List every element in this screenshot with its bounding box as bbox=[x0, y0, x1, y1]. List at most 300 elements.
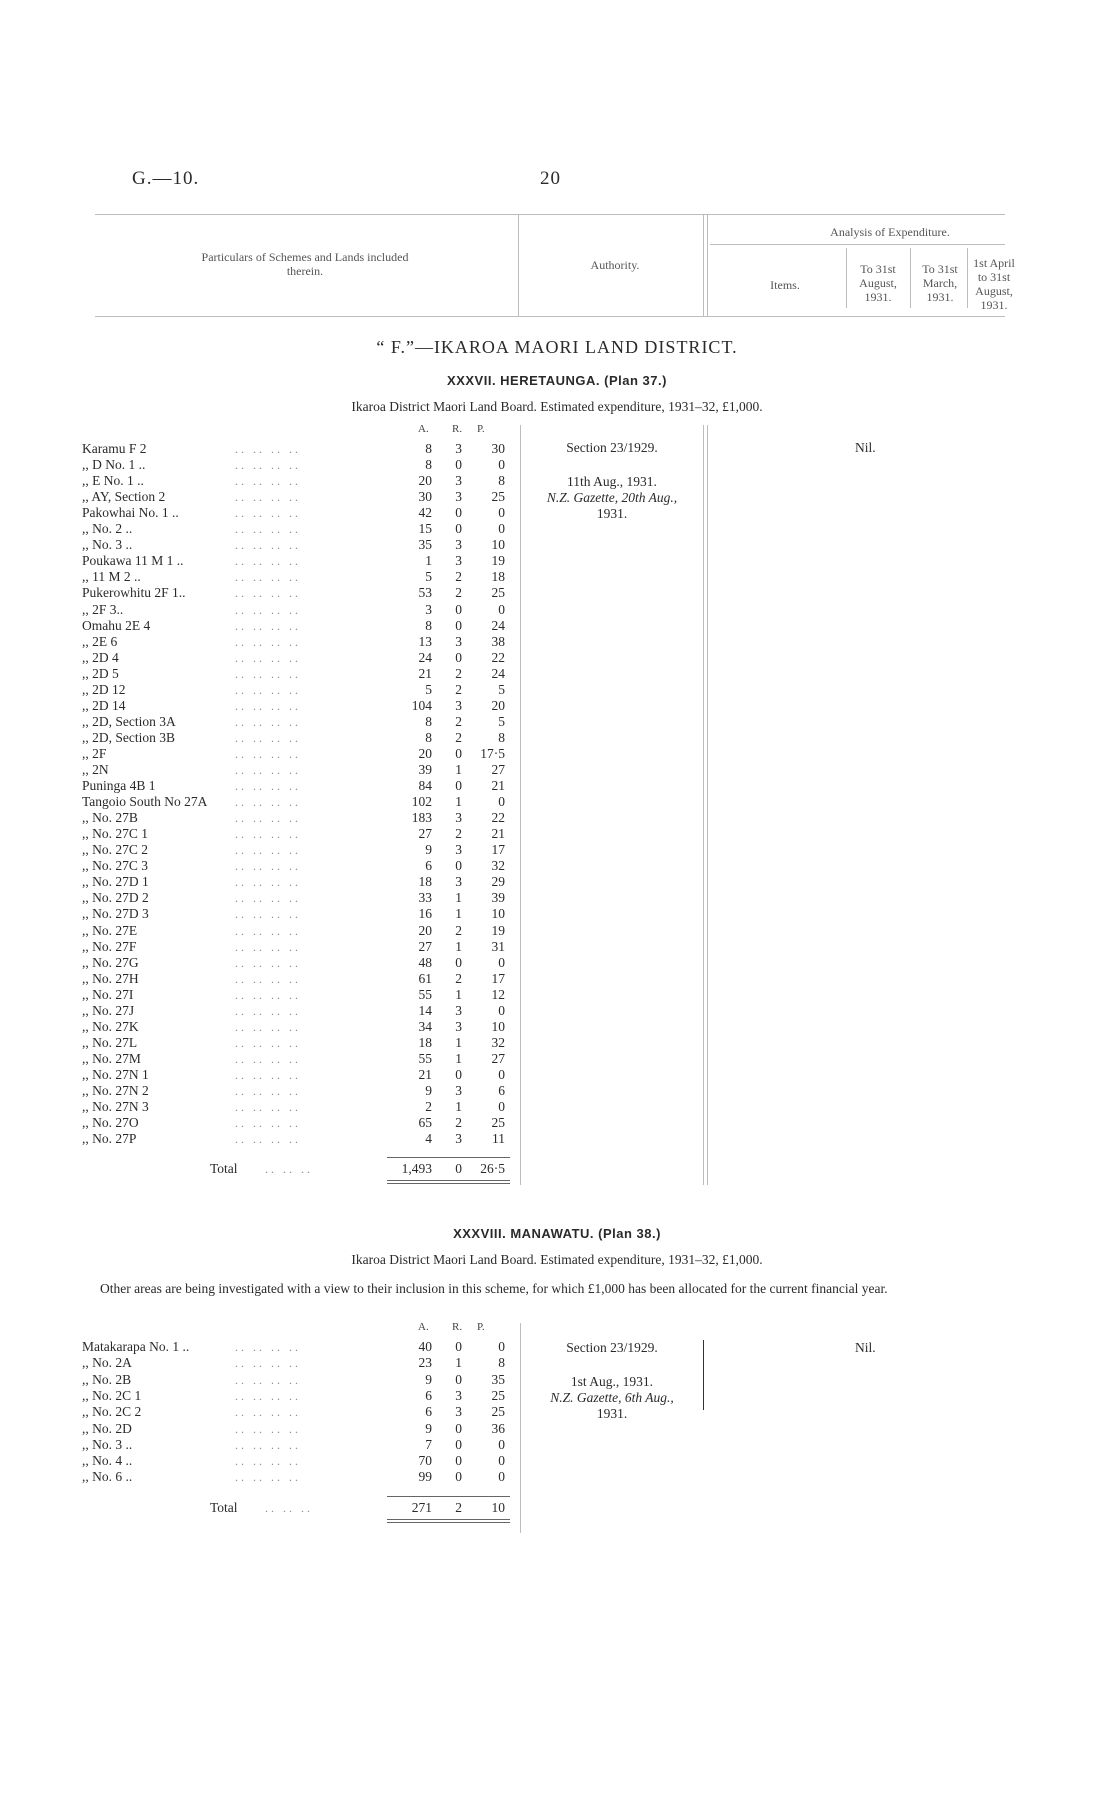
perches-value: 19 bbox=[491, 922, 505, 938]
table-row bbox=[0, 794, 520, 810]
perches-value: 0 bbox=[498, 1099, 505, 1115]
land-name: ,, No. 27K bbox=[82, 1018, 139, 1034]
leader-dots: .. .. .. .. bbox=[235, 1100, 301, 1115]
roods-value: 3 bbox=[455, 1018, 462, 1034]
total-row bbox=[0, 1500, 520, 1516]
roods-value: 0 bbox=[455, 457, 462, 473]
table-row bbox=[0, 650, 520, 666]
roods-value: 1 bbox=[455, 1050, 462, 1066]
roods-value: 0 bbox=[455, 858, 462, 874]
roods-value: 3 bbox=[455, 489, 462, 505]
header-divider-6 bbox=[967, 248, 968, 308]
land-name: ,, E No. 1 .. bbox=[82, 473, 144, 489]
roods-value: 0 bbox=[455, 1469, 462, 1485]
land-name: ,, No. 2C 1 bbox=[82, 1387, 142, 1403]
acres-value: 55 bbox=[418, 986, 432, 1002]
leader-dots: .. .. .. .. bbox=[235, 1372, 301, 1387]
district-title: “ F.”—IKAROA MAORI LAND DISTRICT. bbox=[376, 337, 738, 357]
perches-value: 29 bbox=[491, 874, 505, 890]
leader-dots: .. .. .. .. bbox=[235, 682, 301, 697]
roods-value: 2 bbox=[455, 1115, 462, 1131]
leader-dots: .. .. .. .. bbox=[235, 1421, 301, 1436]
roods-value: 1 bbox=[455, 938, 462, 954]
section-38-title: XXXVIII. MANAWATU. (Plan 38.) bbox=[453, 1226, 661, 1241]
land-name: Pukerowhitu 2F 1.. bbox=[82, 585, 186, 601]
leader-dots: .. .. .. .. bbox=[235, 923, 301, 938]
table-row bbox=[0, 874, 520, 890]
table-row bbox=[0, 1469, 520, 1485]
roods-value: 1 bbox=[455, 906, 462, 922]
leader-dots: .. .. .. .. bbox=[235, 1067, 301, 1082]
table-row bbox=[0, 1355, 520, 1371]
land-name: ,, No. 27B bbox=[82, 810, 138, 826]
acres-value: 9 bbox=[425, 1083, 432, 1098]
land-name: ,, AY, Section 2 bbox=[82, 489, 166, 505]
leader-dots: .. .. .. .. bbox=[235, 714, 301, 729]
roods-value: 2 bbox=[455, 681, 462, 697]
leader-dots: .. .. .. .. bbox=[235, 843, 301, 858]
leader-dots: .. .. .. .. bbox=[235, 666, 301, 681]
perches-value: 25 bbox=[491, 1404, 505, 1420]
perches-value: 39 bbox=[491, 890, 505, 906]
land-name: ,, No. 27M bbox=[82, 1050, 141, 1066]
perches-value: 0 bbox=[498, 505, 505, 521]
roods-value: 0 bbox=[455, 617, 462, 633]
land-name: ,, No. 27L bbox=[82, 1034, 138, 1050]
perches-value: 0 bbox=[498, 1469, 505, 1485]
col-particulars: Particulars of Schemes and Lands included therein. bbox=[201, 250, 409, 278]
total-top-rule bbox=[387, 1157, 510, 1158]
table-row bbox=[0, 778, 520, 794]
roods-value: 0 bbox=[455, 1066, 462, 1082]
land-name: ,, No. 2D bbox=[82, 1420, 132, 1436]
header-divider-3 bbox=[707, 214, 708, 316]
table-row bbox=[0, 585, 520, 601]
acres-value: 18 bbox=[418, 1034, 432, 1050]
roods-value: 3 bbox=[455, 633, 462, 649]
acres-value: 1 bbox=[425, 553, 432, 569]
land-name: ,, 2D 12 bbox=[82, 681, 126, 697]
perches-value: 11 bbox=[492, 1131, 505, 1147]
land-name: ,, 2N bbox=[82, 762, 109, 777]
roods-value: 0 bbox=[455, 954, 462, 970]
perches-value: 35 bbox=[491, 1371, 505, 1387]
header-bottom-rule bbox=[95, 316, 1005, 317]
table-row bbox=[0, 602, 520, 618]
roods-value: 3 bbox=[455, 842, 462, 858]
land-name: ,, No. 27N 2 bbox=[82, 1083, 149, 1098]
acres-value: 24 bbox=[418, 649, 432, 665]
land-name: ,, 2F bbox=[82, 745, 107, 761]
roods-value: 3 bbox=[455, 697, 462, 713]
table-row bbox=[0, 1035, 520, 1051]
acres-value: 55 bbox=[418, 1050, 432, 1066]
land-name: ,, No. 27P bbox=[82, 1131, 137, 1147]
acres-value: 6 bbox=[425, 1387, 432, 1403]
unit-acres: A. bbox=[418, 423, 429, 435]
table-row bbox=[0, 698, 520, 714]
leader-dots: .. .. .. .. bbox=[235, 763, 301, 777]
leader-dots: .. .. .. .. bbox=[235, 554, 301, 569]
total-roods: 2 bbox=[455, 1499, 462, 1515]
acres-value: 33 bbox=[418, 890, 432, 906]
perches-value: 6 bbox=[498, 1083, 505, 1098]
col-authority: Authority. bbox=[590, 258, 640, 272]
total-label: Total bbox=[210, 1161, 238, 1177]
perches-value: 18 bbox=[491, 569, 505, 585]
acres-value: 40 bbox=[418, 1339, 432, 1354]
land-name: ,, 11 M 2 .. bbox=[82, 569, 141, 585]
acres-value: 20 bbox=[418, 473, 432, 489]
col-apr-aug-1931: 1st April to 31st August, 1931. bbox=[973, 256, 1015, 312]
leader-dots: .. .. .. .. bbox=[235, 570, 301, 585]
acres-value: 53 bbox=[418, 585, 432, 601]
leader-dots: .. .. .. .. bbox=[235, 586, 301, 601]
table-row bbox=[0, 569, 520, 585]
roods-value: 3 bbox=[455, 553, 462, 569]
analysis-title: Analysis of Expenditure. bbox=[830, 225, 950, 239]
page-number: 20 bbox=[540, 168, 561, 189]
land-name: ,, No. 27C 2 bbox=[82, 842, 149, 858]
total-row bbox=[0, 1161, 520, 1177]
total-perches: 26·5 bbox=[480, 1161, 505, 1177]
roods-value: 1 bbox=[455, 1355, 462, 1371]
acres-value: 35 bbox=[418, 537, 432, 553]
roods-value: 1 bbox=[455, 890, 462, 906]
land-name: ,, No. 27N 3 bbox=[82, 1099, 149, 1115]
table-row bbox=[0, 521, 520, 537]
perches-value: 19 bbox=[491, 553, 505, 569]
table-row bbox=[0, 666, 520, 682]
total-top-rule bbox=[387, 1496, 510, 1497]
roods-value: 3 bbox=[455, 1083, 462, 1098]
land-name: ,, D No. 1 .. bbox=[82, 457, 146, 473]
roods-value: 1 bbox=[455, 986, 462, 1002]
header-top-rule bbox=[95, 214, 1005, 215]
col-aug-1931: To 31st August, 1931. bbox=[859, 262, 897, 304]
land-name: Karamu F 2 bbox=[82, 441, 147, 456]
land-name: ,, No. 27J bbox=[82, 1002, 135, 1018]
table-row bbox=[0, 505, 520, 521]
perches-value: 0 bbox=[498, 601, 505, 617]
table-row bbox=[0, 634, 520, 650]
table-row bbox=[0, 457, 520, 473]
perches-value: 32 bbox=[491, 1034, 505, 1050]
roods-value: 3 bbox=[455, 1002, 462, 1018]
acres-value: 21 bbox=[418, 1066, 432, 1082]
acres-value: 70 bbox=[418, 1453, 432, 1469]
table-row bbox=[0, 1083, 520, 1099]
leader-dots: .. .. .. .. bbox=[235, 795, 301, 810]
roods-value: 0 bbox=[455, 601, 462, 617]
leader-dots: .. .. .. .. bbox=[235, 1437, 301, 1452]
total-acres: 271 bbox=[411, 1499, 432, 1515]
section-38-authority-2: 1st Aug., 1931. bbox=[570, 1374, 654, 1389]
land-name: Poukawa 11 M 1 .. bbox=[82, 553, 184, 569]
land-name: ,, 2D, Section 3B bbox=[82, 729, 175, 745]
table-row bbox=[0, 890, 520, 906]
leader-dots: .. .. .. .. bbox=[235, 1132, 301, 1147]
table-row bbox=[0, 858, 520, 874]
section-37-col-rule-3 bbox=[707, 425, 708, 1185]
table-row bbox=[0, 1099, 520, 1115]
leader-dots: .. .. .. .. bbox=[235, 1116, 301, 1131]
acres-value: 20 bbox=[418, 922, 432, 938]
acres-value: 16 bbox=[418, 906, 432, 922]
table-row bbox=[0, 826, 520, 842]
section-37-authority-2: 11th Aug., 1931. bbox=[567, 474, 657, 489]
roods-value: 3 bbox=[455, 473, 462, 489]
perches-value: 38 bbox=[491, 633, 505, 649]
perches-value: 20 bbox=[491, 697, 505, 713]
perches-value: 10 bbox=[491, 537, 505, 553]
roods-value: 0 bbox=[455, 505, 462, 521]
perches-value: 0 bbox=[498, 457, 505, 473]
leader-dots: .. .. .. .. bbox=[235, 779, 301, 794]
roods-value: 0 bbox=[455, 1420, 462, 1436]
land-name: ,, No. 27C 1 bbox=[82, 826, 149, 842]
land-name: ,, 2E 6 bbox=[82, 633, 118, 649]
roods-value: 0 bbox=[455, 778, 462, 794]
table-row bbox=[0, 537, 520, 553]
perches-value: 0 bbox=[498, 794, 505, 810]
analysis-rule bbox=[710, 244, 1005, 245]
roods-value: 3 bbox=[455, 537, 462, 553]
total-double-rule bbox=[387, 1519, 510, 1523]
leader-dots: .. .. .. .. bbox=[235, 955, 301, 970]
table-row bbox=[0, 1388, 520, 1404]
table-row bbox=[0, 1067, 520, 1083]
land-name: ,, No. 27N 1 bbox=[82, 1066, 149, 1082]
leader-dots: .. .. .. .. bbox=[235, 650, 301, 665]
col-mar-1931: To 31st March, 1931. bbox=[922, 262, 958, 304]
table-row bbox=[0, 1372, 520, 1388]
acres-value: 102 bbox=[411, 794, 432, 810]
land-name: ,, No. 27I bbox=[82, 986, 134, 1002]
col-items: Items. bbox=[770, 278, 800, 292]
table-row bbox=[0, 618, 520, 634]
perches-value: 0 bbox=[498, 1066, 505, 1082]
acres-value: 104 bbox=[411, 697, 432, 713]
roods-value: 2 bbox=[455, 729, 462, 745]
acres-value: 23 bbox=[418, 1355, 432, 1371]
land-name: ,, No. 6 .. bbox=[82, 1469, 133, 1485]
total-perches: 10 bbox=[491, 1499, 505, 1515]
acres-value: 6 bbox=[425, 858, 432, 874]
header-divider-2 bbox=[703, 214, 704, 316]
roods-value: 3 bbox=[455, 1131, 462, 1147]
land-name: ,, No. 27H bbox=[82, 970, 139, 986]
unit-perches: P. bbox=[477, 1321, 485, 1333]
roods-value: 0 bbox=[455, 1339, 462, 1354]
leader-dots: .. .. .. .. bbox=[235, 1388, 301, 1403]
section-37-authority-4: 1931. bbox=[596, 506, 628, 521]
table-row bbox=[0, 762, 520, 778]
section-37-items: Nil. bbox=[855, 440, 876, 455]
table-row bbox=[0, 971, 520, 987]
land-name: ,, No. 4 .. bbox=[82, 1453, 133, 1469]
land-name: Tangoio South No 27A bbox=[82, 794, 208, 810]
table-row bbox=[0, 730, 520, 746]
land-name: ,, No. 27C 3 bbox=[82, 858, 149, 874]
section-38-authority-3: N.Z. Gazette, 6th Aug., bbox=[550, 1390, 674, 1405]
table-row bbox=[0, 810, 520, 826]
land-name: ,, No. 2A bbox=[82, 1355, 132, 1371]
table-row bbox=[0, 1051, 520, 1067]
perches-value: 12 bbox=[491, 986, 505, 1002]
perches-value: 0 bbox=[498, 954, 505, 970]
acres-value: 20 bbox=[418, 745, 432, 761]
acres-value: 8 bbox=[425, 617, 432, 633]
unit-roods: R. bbox=[452, 1321, 463, 1333]
perches-value: 27 bbox=[491, 1050, 505, 1066]
leader-dots: .. .. .. .. bbox=[235, 875, 301, 890]
land-name: ,, No. 27D 3 bbox=[82, 906, 149, 922]
leader-dots: .. .. .. .. bbox=[235, 746, 301, 761]
table-row bbox=[0, 489, 520, 505]
perches-value: 25 bbox=[491, 489, 505, 505]
acres-value: 183 bbox=[411, 810, 432, 826]
roods-value: 1 bbox=[455, 1034, 462, 1050]
roods-value: 3 bbox=[455, 1387, 462, 1403]
acres-value: 48 bbox=[418, 954, 432, 970]
table-row bbox=[0, 1404, 520, 1420]
leader-dots: .. .. .. .. bbox=[235, 522, 301, 537]
roods-value: 0 bbox=[455, 649, 462, 665]
perches-value: 0 bbox=[498, 521, 505, 537]
leader-dots: .. .. .. .. bbox=[235, 1454, 301, 1469]
table-row bbox=[0, 987, 520, 1003]
section-37-col-rule-2 bbox=[703, 425, 704, 1185]
unit-perches: P. bbox=[477, 423, 485, 435]
land-name: Matakarapa No. 1 .. bbox=[82, 1339, 190, 1354]
section-38-col-rule-1 bbox=[520, 1323, 521, 1533]
land-name: ,, No. 27F bbox=[82, 938, 137, 954]
land-name: ,, 2F 3.. bbox=[82, 601, 124, 617]
land-name: Puninga 4B 1 bbox=[82, 778, 156, 794]
acres-value: 99 bbox=[418, 1469, 432, 1485]
land-name: ,, No. 3 .. bbox=[82, 1436, 133, 1452]
unit-acres: A. bbox=[418, 1321, 429, 1333]
leader-dots: .. .. .. .. bbox=[235, 811, 301, 826]
land-name: Pakowhai No. 1 .. bbox=[82, 505, 179, 521]
roods-value: 2 bbox=[455, 585, 462, 601]
table-row bbox=[0, 1131, 520, 1147]
perches-value: 25 bbox=[491, 1115, 505, 1131]
leader-dots: .. .. .. .. bbox=[235, 698, 301, 713]
leader-dots: .. .. .. bbox=[265, 1162, 313, 1177]
leader-dots: .. .. .. .. bbox=[235, 1356, 301, 1371]
perches-value: 22 bbox=[491, 810, 505, 826]
leader-dots: .. .. .. .. bbox=[235, 1470, 301, 1485]
section-38-note: Other areas are being investigated with a view to their inclusion in this scheme, for which £1,000 has been allocated for the current financial year. bbox=[100, 1281, 888, 1296]
total-roods: 0 bbox=[455, 1161, 462, 1177]
land-name: ,, No. 3 .. bbox=[82, 537, 133, 553]
leader-dots: .. .. .. .. bbox=[235, 1003, 301, 1018]
table-row bbox=[0, 1421, 520, 1437]
perches-value: 24 bbox=[491, 665, 505, 681]
section-38-subtitle: Ikaroa District Maori Land Board. Estimated expenditure, 1931–32, £1,000. bbox=[351, 1252, 763, 1267]
section-37-authority-1: Section 23/1929. bbox=[566, 440, 658, 455]
perches-value: 25 bbox=[491, 1387, 505, 1403]
acres-value: 34 bbox=[418, 1018, 432, 1034]
land-name: ,, No. 27E bbox=[82, 922, 138, 938]
roods-value: 2 bbox=[455, 665, 462, 681]
roods-value: 3 bbox=[455, 874, 462, 890]
acres-value: 42 bbox=[418, 505, 432, 521]
table-row bbox=[0, 1437, 520, 1453]
perches-value: 32 bbox=[491, 858, 505, 874]
unit-roods: R. bbox=[452, 423, 463, 435]
acres-value: 14 bbox=[418, 1002, 432, 1018]
table-row bbox=[0, 441, 520, 457]
roods-value: 2 bbox=[455, 569, 462, 585]
roods-value: 3 bbox=[455, 810, 462, 826]
perches-value: 22 bbox=[491, 649, 505, 665]
total-label: Total bbox=[210, 1499, 238, 1515]
page-ref: G.—10. bbox=[132, 168, 200, 189]
perches-value: 27 bbox=[491, 762, 505, 777]
land-name: ,, No. 27G bbox=[82, 954, 139, 970]
leader-dots: .. .. .. .. bbox=[235, 538, 301, 553]
perches-value: 8 bbox=[498, 1355, 505, 1371]
perches-value: 0 bbox=[498, 1453, 505, 1469]
leader-dots: .. .. .. .. bbox=[235, 490, 301, 505]
acres-value: 21 bbox=[418, 665, 432, 681]
perches-value: 5 bbox=[498, 713, 505, 729]
table-row bbox=[0, 473, 520, 489]
acres-value: 39 bbox=[418, 762, 432, 777]
perches-value: 0 bbox=[498, 1436, 505, 1452]
leader-dots: .. .. .. .. bbox=[235, 730, 301, 745]
land-name: ,, No. 2C 2 bbox=[82, 1404, 142, 1420]
leader-dots: .. .. .. .. bbox=[235, 1019, 301, 1034]
roods-value: 0 bbox=[455, 521, 462, 537]
roods-value: 2 bbox=[455, 826, 462, 842]
land-name: ,, 2D 14 bbox=[82, 697, 126, 713]
perches-value: 24 bbox=[491, 617, 505, 633]
table-row bbox=[0, 923, 520, 939]
acres-value: 2 bbox=[425, 1099, 432, 1115]
acres-value: 8 bbox=[425, 457, 432, 473]
leader-dots: .. .. .. .. bbox=[235, 458, 301, 473]
leader-dots: .. .. .. .. bbox=[235, 1340, 301, 1354]
table-row bbox=[0, 1019, 520, 1035]
acres-value: 30 bbox=[418, 489, 432, 505]
leader-dots: .. .. .. .. bbox=[235, 618, 301, 633]
table-row bbox=[0, 682, 520, 698]
roods-value: 0 bbox=[455, 1436, 462, 1452]
leader-dots: .. .. .. .. bbox=[235, 827, 301, 842]
roods-value: 2 bbox=[455, 970, 462, 986]
land-name: ,, 2D 4 bbox=[82, 649, 119, 665]
roods-value: 0 bbox=[455, 745, 462, 761]
leader-dots: .. .. .. .. bbox=[235, 987, 301, 1002]
land-name: ,, No. 27D 1 bbox=[82, 874, 149, 890]
land-name: ,, No. 27O bbox=[82, 1115, 139, 1131]
leader-dots: .. .. .. .. bbox=[235, 859, 301, 874]
leader-dots: .. .. .. .. bbox=[235, 602, 301, 617]
acres-value: 65 bbox=[418, 1115, 432, 1131]
acres-value: 8 bbox=[425, 729, 432, 745]
roods-value: 3 bbox=[455, 441, 462, 456]
acres-value: 7 bbox=[425, 1436, 432, 1452]
acres-value: 61 bbox=[418, 970, 432, 986]
table-row bbox=[0, 955, 520, 971]
table-row bbox=[0, 1115, 520, 1131]
perches-value: 0 bbox=[498, 1002, 505, 1018]
perches-value: 17 bbox=[491, 842, 505, 858]
